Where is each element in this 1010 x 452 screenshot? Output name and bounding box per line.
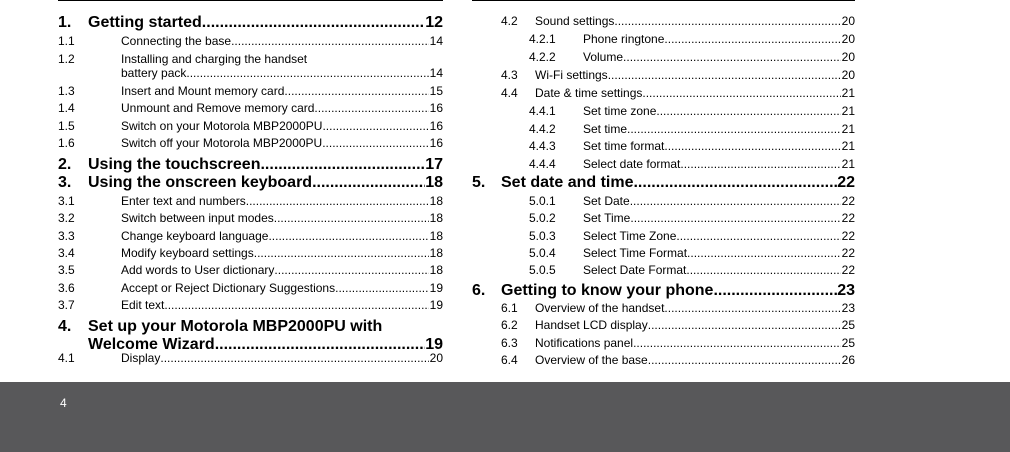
toc-entry-title: Date & time settings xyxy=(535,86,643,100)
toc-entry-number: 6.2 xyxy=(501,318,518,332)
toc-entry-title: Display xyxy=(121,351,161,365)
toc-entry-title: Phone ringtone xyxy=(583,32,665,46)
toc-entry-number: 1.2 xyxy=(58,52,75,66)
toc-entry-title: Getting to know your phone xyxy=(501,282,714,299)
toc-entry-title: Set time zone xyxy=(583,104,657,118)
toc-entry-number: 4.4.3 xyxy=(529,139,556,153)
toc-entry-page: 23 xyxy=(837,282,855,299)
toc-entry-number: 6.4 xyxy=(501,353,518,367)
toc-entry-number: 1. xyxy=(58,14,72,31)
toc-entry-number: 5. xyxy=(472,174,486,191)
toc-entry-number: 5.0.1 xyxy=(529,194,556,208)
dot-leader xyxy=(627,122,841,136)
toc-entry-number: 4.4.2 xyxy=(529,122,556,136)
toc-entry-number: 1.4 xyxy=(58,101,75,115)
toc-entry-page: 14 xyxy=(429,66,443,80)
toc-entry-number: 4.2 xyxy=(501,14,518,28)
toc-entry-page: 20 xyxy=(841,32,855,46)
toc-entry-title: Unmount and Remove memory card xyxy=(121,101,315,115)
dot-leader xyxy=(614,14,840,28)
dot-leader xyxy=(630,194,841,208)
toc-entry-number: 5.0.5 xyxy=(529,263,556,277)
toc-entry-number: 1.5 xyxy=(58,119,75,133)
toc-entry-number: 5.0.3 xyxy=(529,229,556,243)
dot-leader xyxy=(335,281,429,295)
toc-entry-page: 21 xyxy=(841,139,855,153)
dot-leader xyxy=(186,66,428,80)
dot-leader xyxy=(630,211,840,225)
dot-leader xyxy=(664,301,840,315)
toc-entry-page: 16 xyxy=(429,119,443,133)
dot-leader xyxy=(231,34,429,48)
toc-entry-number: 4.3 xyxy=(501,68,518,82)
dot-leader xyxy=(274,263,428,277)
toc-entry-number: 2. xyxy=(58,156,72,173)
footer-bar xyxy=(0,382,1010,452)
toc-entry-page: 20 xyxy=(841,68,855,82)
dot-leader xyxy=(664,32,840,46)
toc-entry-page: 23 xyxy=(841,301,855,315)
dot-leader xyxy=(608,68,841,82)
toc-entry-title: Overview of the base xyxy=(535,353,648,367)
dot-leader xyxy=(676,229,840,243)
dot-leader xyxy=(312,174,425,192)
toc-entry-number: 6.1 xyxy=(501,301,518,315)
toc-entry-page: 19 xyxy=(425,336,443,353)
toc-entry-page: 19 xyxy=(429,281,443,295)
toc-entry-title: Set Date xyxy=(583,194,630,208)
toc-entry-title: Switch on your Motorola MBP2000PU xyxy=(121,119,323,133)
toc-entry-page: 22 xyxy=(837,174,855,191)
dot-leader xyxy=(623,50,841,64)
toc-entry-number: 5.0.2 xyxy=(529,211,556,225)
toc-entry-title: Sound settings xyxy=(535,14,615,28)
toc-entry-number: 6. xyxy=(472,282,486,299)
toc-entry-page: 18 xyxy=(429,211,443,225)
top-rule-right xyxy=(472,0,855,1)
dot-leader xyxy=(680,157,840,171)
dot-leader xyxy=(687,246,841,260)
toc-entry-page: 21 xyxy=(841,122,855,136)
toc-entry-number: 4.4.1 xyxy=(529,104,556,118)
toc-entry-title: Handset LCD display xyxy=(535,318,648,332)
toc-entry-title: Installing and charging the handset xyxy=(121,52,308,66)
dot-leader xyxy=(648,318,841,332)
toc-entry-page: 18 xyxy=(425,174,443,191)
toc-entry-title: Insert and Mount memory card xyxy=(121,84,285,98)
toc-entry-number: 4.4 xyxy=(501,86,518,100)
toc-entry-title: Set time xyxy=(583,122,628,136)
toc-entry-title: Edit text xyxy=(121,298,165,312)
toc-entry-title: Switch between input modes xyxy=(121,211,274,225)
toc-entry-title: Select Time Format xyxy=(583,246,688,260)
toc-entry-number: 3.1 xyxy=(58,194,75,208)
toc-entry-page: 16 xyxy=(429,136,443,150)
dot-leader xyxy=(322,119,428,133)
dot-leader xyxy=(254,246,429,260)
toc-entry-title: Volume xyxy=(583,50,624,64)
toc-entry-number: 3.4 xyxy=(58,246,75,260)
toc-entry-page: 25 xyxy=(841,336,855,350)
dot-leader xyxy=(164,298,428,312)
toc-entry-page: 18 xyxy=(429,194,443,208)
dot-leader xyxy=(633,336,841,350)
toc-entry-number: 3.6 xyxy=(58,281,75,295)
toc-entry-title: Select date format xyxy=(583,157,681,171)
dot-leader xyxy=(633,174,837,192)
toc-entry-page: 20 xyxy=(429,351,443,365)
dot-leader xyxy=(713,282,837,300)
dot-leader xyxy=(322,136,428,150)
dot-leader xyxy=(260,156,425,174)
toc-entry-page: 19 xyxy=(429,298,443,312)
toc-entry-number: 1.1 xyxy=(58,34,75,48)
dot-leader xyxy=(160,351,428,365)
dot-leader xyxy=(202,14,425,32)
toc-entry-number: 3.7 xyxy=(58,298,75,312)
dot-leader xyxy=(648,353,841,367)
toc-entry-page: 20 xyxy=(841,14,855,28)
toc-entry-title: Select Date Format xyxy=(583,263,687,277)
toc-entry-title: Accept or Reject Dictionary Suggestions xyxy=(121,281,336,295)
toc-entry-number: 6.3 xyxy=(501,336,518,350)
toc-entry-page: 22 xyxy=(841,263,855,277)
dot-leader xyxy=(686,263,840,277)
toc-entry-page: 26 xyxy=(841,353,855,367)
toc-entry-title: Set time format xyxy=(583,139,665,153)
toc-entry-title: Overview of the handset xyxy=(535,301,665,315)
toc-entry-title: Set date and time xyxy=(501,174,634,191)
toc-entry-number: 4.2.2 xyxy=(529,50,556,64)
dot-leader xyxy=(246,194,429,208)
toc-entry-title: Select Time Zone xyxy=(583,229,677,243)
toc-entry-title: Set Time xyxy=(583,211,631,225)
dot-leader xyxy=(274,211,429,225)
toc-entry-title: Welcome Wizard xyxy=(88,336,215,353)
toc-entry-number: 3.2 xyxy=(58,211,75,225)
toc-entry-title: Switch off your Motorola MBP2000PU xyxy=(121,136,323,150)
toc-entry-number: 4.1 xyxy=(58,351,75,365)
toc-entry-title: Modify keyboard settings xyxy=(121,246,254,260)
dot-leader xyxy=(656,104,840,118)
dot-leader xyxy=(642,86,840,100)
toc-entry-title: battery pack xyxy=(121,66,187,80)
toc-entry-page: 25 xyxy=(841,318,855,332)
toc-entry-title: Change keyboard language xyxy=(121,229,269,243)
toc-entry-page: 21 xyxy=(841,104,855,118)
top-rule-left xyxy=(58,0,443,1)
toc-entry-number: 1.3 xyxy=(58,84,75,98)
dot-leader xyxy=(268,229,428,243)
toc-entry-number: 3.5 xyxy=(58,263,75,277)
toc-entry-title: Add words to User dictionary xyxy=(121,263,275,277)
toc-entry-number: 4. xyxy=(58,318,72,335)
toc-entry-page: 18 xyxy=(429,263,443,277)
toc-entry-page: 15 xyxy=(429,84,443,98)
toc-entry-title: Getting started xyxy=(88,14,202,31)
toc-entry-page: 14 xyxy=(429,34,443,48)
toc-entry-number: 5.0.4 xyxy=(529,246,556,260)
toc-entry-page: 21 xyxy=(841,86,855,100)
toc-entry-title: Set up your Motorola MBP2000PU with xyxy=(88,318,383,335)
toc-entry-page: 20 xyxy=(841,50,855,64)
toc-entry-page: 22 xyxy=(841,211,855,225)
toc-entry-number: 4.4.4 xyxy=(529,157,556,171)
toc-entry-title: Notifications panel xyxy=(535,336,634,350)
toc-entry-number: 1.6 xyxy=(58,136,75,150)
toc-entry-page: 21 xyxy=(841,157,855,171)
toc-entry-page: 17 xyxy=(425,156,443,173)
toc-entry-title: Connecting the base xyxy=(121,34,232,48)
toc-entry-title: Enter text and numbers xyxy=(121,194,246,208)
dot-leader xyxy=(664,139,840,153)
toc-entry-number: 3.3 xyxy=(58,229,75,243)
page-number: 4 xyxy=(60,396,67,410)
toc-entry-number: 4.2.1 xyxy=(529,32,556,46)
toc-entry-title: Wi-Fi settings xyxy=(535,68,608,82)
toc-entry-title: Using the touchscreen xyxy=(88,156,261,173)
toc-entry-page: 16 xyxy=(429,101,443,115)
toc-entry-title: Using the onscreen keyboard xyxy=(88,174,313,191)
toc-entry-number: 3. xyxy=(58,174,72,191)
toc-entry-page: 12 xyxy=(425,14,443,31)
dot-leader xyxy=(314,101,428,115)
toc-entry-page: 22 xyxy=(841,229,855,243)
toc-entry-page: 18 xyxy=(429,246,443,260)
toc-entry-page: 22 xyxy=(841,194,855,208)
toc-entry-page: 18 xyxy=(429,229,443,243)
dot-leader xyxy=(284,84,428,98)
toc-entry-page: 22 xyxy=(841,246,855,260)
